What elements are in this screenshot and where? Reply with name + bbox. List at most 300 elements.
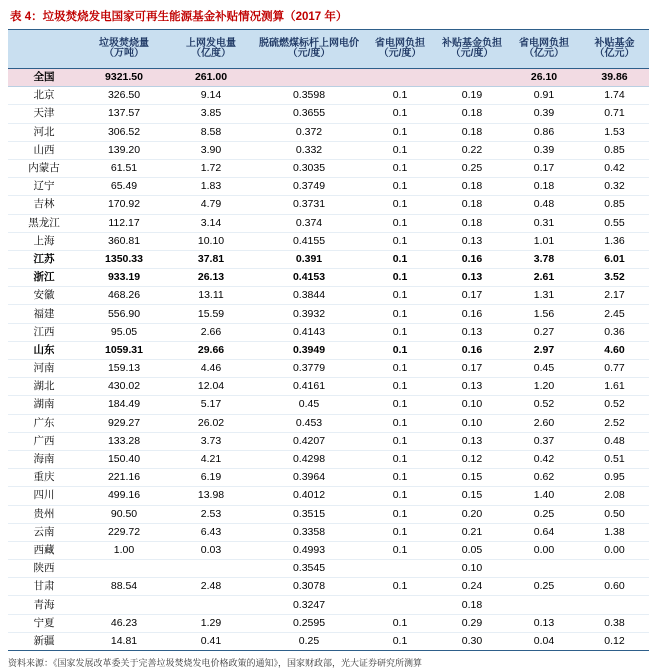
table-cell: 0.00 [508, 541, 580, 559]
row-label: 宁夏 [8, 614, 80, 632]
table-cell: 0.21 [436, 523, 508, 541]
table-cell: 0.25 [508, 505, 580, 523]
row-label: 安徽 [8, 287, 80, 305]
table-cell: 12.04 [168, 378, 254, 396]
table-cell: 0.1 [364, 269, 436, 287]
table-cell: 1.20 [508, 378, 580, 396]
table-cell: 0.1 [364, 632, 436, 650]
table-row [8, 305, 649, 323]
table-cell: 4.60 [580, 341, 649, 359]
table-cell: 5.17 [168, 396, 254, 414]
table-cell: 1.56 [508, 305, 580, 323]
table-cell: 4.46 [168, 360, 254, 378]
table-cell: 15.59 [168, 305, 254, 323]
table-cell: 133.28 [80, 432, 168, 450]
table-cell: 0.10 [436, 414, 508, 432]
table-cell: 2.66 [168, 323, 254, 341]
table-cell: 0.4012 [254, 487, 364, 505]
table-row [8, 523, 649, 541]
column-header-grid-burden-total: 省电网负担 （亿元） [508, 30, 580, 69]
row-label: 江西 [8, 323, 80, 341]
table-cell: 0.85 [580, 196, 649, 214]
table-cell: 0.1 [364, 487, 436, 505]
table-cell: 0.51 [580, 450, 649, 468]
table-cell: 26.10 [508, 69, 580, 87]
table-cell [168, 596, 254, 614]
row-label: 山东 [8, 341, 80, 359]
table-cell: 0.19 [436, 87, 508, 105]
table-cell: 0.3655 [254, 105, 364, 123]
table-cell: 0.1 [364, 414, 436, 432]
table-cell: 0.60 [580, 578, 649, 596]
table-cell: 0.372 [254, 123, 364, 141]
table-cell: 0.1 [364, 614, 436, 632]
table-cell: 112.17 [80, 214, 168, 232]
table-cell: 0.85 [580, 141, 649, 159]
table-cell: 0.64 [508, 523, 580, 541]
table-cell: 0.391 [254, 250, 364, 268]
table-cell: 929.27 [80, 414, 168, 432]
table-cell: 0.1 [364, 432, 436, 450]
table-cell: 0.1 [364, 178, 436, 196]
table-row [8, 487, 649, 505]
table-header-row [8, 30, 649, 69]
table-row [8, 105, 649, 123]
table-cell: 0.4155 [254, 232, 364, 250]
row-label: 山西 [8, 141, 80, 159]
table-row [8, 323, 649, 341]
table-cell: 4.79 [168, 196, 254, 214]
table-row [8, 578, 649, 596]
column-header-region [8, 30, 80, 69]
table-cell: 0.1 [364, 305, 436, 323]
table-cell: 0.52 [508, 396, 580, 414]
table-cell: 0.16 [436, 305, 508, 323]
table-row [8, 196, 649, 214]
subsidy-table [8, 29, 649, 651]
row-label: 天津 [8, 105, 80, 123]
row-label: 黑龙江 [8, 214, 80, 232]
table-cell: 2.45 [580, 305, 649, 323]
table-cell: 3.14 [168, 214, 254, 232]
table-cell: 326.50 [80, 87, 168, 105]
table-cell: 2.48 [168, 578, 254, 596]
table-cell: 90.50 [80, 505, 168, 523]
table-cell: 0.36 [580, 323, 649, 341]
table-cell: 0.10 [436, 560, 508, 578]
table-cell: 0.42 [508, 450, 580, 468]
table-cell: 6.19 [168, 469, 254, 487]
table-cell: 0.52 [580, 396, 649, 414]
table-cell: 0.4298 [254, 450, 364, 468]
row-label: 广西 [8, 432, 80, 450]
table-cell [364, 596, 436, 614]
table-cell: 0.22 [436, 141, 508, 159]
table-cell: 2.08 [580, 487, 649, 505]
table-cell: 0.4207 [254, 432, 364, 450]
table-row [8, 123, 649, 141]
table-cell: 0.17 [508, 159, 580, 177]
table-cell: 0.13 [436, 269, 508, 287]
table-cell: 0.2595 [254, 614, 364, 632]
row-label: 上海 [8, 232, 80, 250]
table-cell: 0.18 [436, 123, 508, 141]
table-cell: 0.3247 [254, 596, 364, 614]
table-cell: 1.01 [508, 232, 580, 250]
table-cell: 3.52 [580, 269, 649, 287]
table-cell [364, 69, 436, 87]
table-cell: 9.14 [168, 87, 254, 105]
table-body [8, 69, 649, 651]
table-cell: 159.13 [80, 360, 168, 378]
table-cell: 0.25 [508, 578, 580, 596]
table-cell: 3.90 [168, 141, 254, 159]
table-cell [508, 560, 580, 578]
table-cell: 0.27 [508, 323, 580, 341]
table-cell: 0.13 [436, 378, 508, 396]
table-cell: 0.1 [364, 123, 436, 141]
table-cell: 0.3358 [254, 523, 364, 541]
table-cell: 4.21 [168, 450, 254, 468]
table-cell: 0.1 [364, 250, 436, 268]
table-cell: 430.02 [80, 378, 168, 396]
row-label: 吉林 [8, 196, 80, 214]
table-row [8, 250, 649, 268]
table-cell: 139.20 [80, 141, 168, 159]
table-cell: 0.1 [364, 323, 436, 341]
table-cell: 1.38 [580, 523, 649, 541]
table-cell: 0.3598 [254, 87, 364, 105]
figure-title: 表 4：垃圾焚烧发电国家可再生能源基金补贴情况测算（2017 年） [10, 11, 348, 23]
table-cell: 0.1 [364, 360, 436, 378]
table-cell [80, 596, 168, 614]
table-cell: 0.1 [364, 214, 436, 232]
table-cell: 0.3932 [254, 305, 364, 323]
table-row [8, 469, 649, 487]
table-cell: 29.66 [168, 341, 254, 359]
table-cell: 0.17 [436, 360, 508, 378]
table-cell: 1.40 [508, 487, 580, 505]
column-header-waste-volume: 垃圾焚烧量 （万吨） [80, 30, 168, 69]
table-cell: 0.77 [580, 360, 649, 378]
table-cell: 0.12 [436, 450, 508, 468]
table-row [8, 214, 649, 232]
table-cell: 0.3844 [254, 287, 364, 305]
table-cell: 0.4161 [254, 378, 364, 396]
table-cell: 0.12 [580, 632, 649, 650]
row-label: 湖北 [8, 378, 80, 396]
table-row [8, 341, 649, 359]
table-cell: 0.18 [436, 196, 508, 214]
table-cell: 13.98 [168, 487, 254, 505]
table-cell: 2.97 [508, 341, 580, 359]
table-row [8, 450, 649, 468]
table-cell: 2.60 [508, 414, 580, 432]
table-cell: 0.38 [580, 614, 649, 632]
column-header-fund-total: 补贴基金 （亿元） [580, 30, 649, 69]
table-cell: 0.1 [364, 578, 436, 596]
table-row [8, 269, 649, 287]
table-cell: 0.18 [436, 105, 508, 123]
table-row [8, 287, 649, 305]
table-cell: 0.31 [508, 214, 580, 232]
row-label: 陕西 [8, 560, 80, 578]
row-label: 内蒙古 [8, 159, 80, 177]
table-cell: 0.1 [364, 287, 436, 305]
table-cell: 95.05 [80, 323, 168, 341]
table-cell: 61.51 [80, 159, 168, 177]
table-cell: 0.3035 [254, 159, 364, 177]
table-cell: 0.3078 [254, 578, 364, 596]
table-cell: 0.20 [436, 505, 508, 523]
table-cell: 6.01 [580, 250, 649, 268]
table-row [8, 178, 649, 196]
table-cell: 0.3515 [254, 505, 364, 523]
table-cell: 0.1 [364, 105, 436, 123]
table-cell: 360.81 [80, 232, 168, 250]
table-row [8, 378, 649, 396]
table-cell: 1.00 [80, 541, 168, 559]
table-cell: 0.18 [436, 214, 508, 232]
row-label: 河北 [8, 123, 80, 141]
table-row [8, 396, 649, 414]
table-cell: 0.37 [508, 432, 580, 450]
table-cell: 6.43 [168, 523, 254, 541]
row-label: 甘肃 [8, 578, 80, 596]
table-cell: 0.17 [436, 287, 508, 305]
table-cell: 0.4153 [254, 269, 364, 287]
table-cell: 0.50 [580, 505, 649, 523]
table-cell: 0.1 [364, 396, 436, 414]
table-row [8, 614, 649, 632]
table-cell: 468.26 [80, 287, 168, 305]
table-cell: 0.1 [364, 450, 436, 468]
table-cell [168, 560, 254, 578]
table-cell: 0.1 [364, 141, 436, 159]
table-cell: 1.74 [580, 87, 649, 105]
column-header-grid-power: 上网发电量 （亿度） [168, 30, 254, 69]
table-cell: 933.19 [80, 269, 168, 287]
table-cell: 2.52 [580, 414, 649, 432]
table-row [8, 159, 649, 177]
table-cell: 0.4143 [254, 323, 364, 341]
table-cell: 0.13 [436, 432, 508, 450]
table-row [8, 505, 649, 523]
table-cell: 0.4993 [254, 541, 364, 559]
table-cell: 0.453 [254, 414, 364, 432]
row-label: 青海 [8, 596, 80, 614]
table-cell [254, 69, 364, 87]
table-cell [580, 596, 649, 614]
table-cell [436, 69, 508, 87]
table-cell: 0.1 [364, 232, 436, 250]
table-row [8, 414, 649, 432]
table-cell: 556.90 [80, 305, 168, 323]
table-cell: 0.3545 [254, 560, 364, 578]
table-cell: 10.10 [168, 232, 254, 250]
column-header-grid-burden-unit: 省电网负担 （元/度） [364, 30, 436, 69]
table-cell: 0.16 [436, 341, 508, 359]
table-row [8, 596, 649, 614]
row-label: 北京 [8, 87, 80, 105]
table-cell [580, 560, 649, 578]
table-cell: 0.86 [508, 123, 580, 141]
table-cell: 0.1 [364, 196, 436, 214]
table-row [8, 69, 649, 87]
table-cell: 0.39 [508, 105, 580, 123]
table-cell: 0.3964 [254, 469, 364, 487]
table-cell: 3.73 [168, 432, 254, 450]
table-cell: 0.03 [168, 541, 254, 559]
table-cell [364, 560, 436, 578]
table-cell: 184.49 [80, 396, 168, 414]
table-cell: 0.45 [508, 360, 580, 378]
row-label: 辽宁 [8, 178, 80, 196]
column-header-benchmark-price: 脱硫燃煤标杆上网电价 （元/度） [254, 30, 364, 69]
table-cell: 0.15 [436, 469, 508, 487]
table-cell: 137.57 [80, 105, 168, 123]
row-label: 云南 [8, 523, 80, 541]
table-cell: 499.16 [80, 487, 168, 505]
table-cell: 1.53 [580, 123, 649, 141]
table-cell: 3.85 [168, 105, 254, 123]
table-cell: 0.18 [436, 596, 508, 614]
table-cell: 0.24 [436, 578, 508, 596]
table-cell: 0.05 [436, 541, 508, 559]
table-cell: 0.13 [436, 232, 508, 250]
table-cell: 0.16 [436, 250, 508, 268]
table-cell: 88.54 [80, 578, 168, 596]
row-label: 全国 [8, 69, 80, 87]
row-label: 西藏 [8, 541, 80, 559]
table-cell: 13.11 [168, 287, 254, 305]
table-cell: 0.95 [580, 469, 649, 487]
table-cell: 0.15 [436, 487, 508, 505]
table-cell: 0.04 [508, 632, 580, 650]
table-row [8, 232, 649, 250]
table-cell: 0.62 [508, 469, 580, 487]
table-cell: 0.13 [436, 323, 508, 341]
table-cell: 1.61 [580, 378, 649, 396]
table-cell: 0.1 [364, 87, 436, 105]
table-row [8, 360, 649, 378]
table-cell: 0.32 [580, 178, 649, 196]
table-cell: 0.39 [508, 141, 580, 159]
source-note: 资料来源：《国家发展改革委关于完善垃圾焚烧发电价格政策的通知》，国家财政部，光大证券研究所测算 [8, 658, 423, 668]
table-cell: 0.1 [364, 469, 436, 487]
table-row [8, 632, 649, 650]
table-cell: 39.86 [580, 69, 649, 87]
table-cell: 0.41 [168, 632, 254, 650]
table-cell: 0.25 [436, 159, 508, 177]
table-cell: 9321.50 [80, 69, 168, 87]
table-cell: 0.45 [254, 396, 364, 414]
table-cell: 0.42 [580, 159, 649, 177]
table-row [8, 432, 649, 450]
table-cell [80, 560, 168, 578]
table-cell: 1.36 [580, 232, 649, 250]
table-cell: 0.1 [364, 159, 436, 177]
table-cell: 1.31 [508, 287, 580, 305]
table-cell: 0.48 [580, 432, 649, 450]
table-cell: 0.3949 [254, 341, 364, 359]
row-label: 浙江 [8, 269, 80, 287]
table-cell: 0.332 [254, 141, 364, 159]
row-label: 福建 [8, 305, 80, 323]
row-label: 广东 [8, 414, 80, 432]
table-cell: 0.71 [580, 105, 649, 123]
table-cell: 0.3749 [254, 178, 364, 196]
row-label: 四川 [8, 487, 80, 505]
row-label: 重庆 [8, 469, 80, 487]
row-label: 贵州 [8, 505, 80, 523]
table-cell: 37.81 [168, 250, 254, 268]
table-cell: 2.17 [580, 287, 649, 305]
table-cell: 0.1 [364, 523, 436, 541]
table-cell: 2.61 [508, 269, 580, 287]
column-header-fund-burden-unit: 补贴基金负担 （元/度） [436, 30, 508, 69]
table-cell: 0.374 [254, 214, 364, 232]
table-cell: 0.00 [580, 541, 649, 559]
row-label: 河南 [8, 360, 80, 378]
table-cell [508, 596, 580, 614]
table-cell: 150.40 [80, 450, 168, 468]
table-cell: 0.55 [580, 214, 649, 232]
table-cell: 26.02 [168, 414, 254, 432]
table-row [8, 560, 649, 578]
table-cell: 2.53 [168, 505, 254, 523]
row-label: 江苏 [8, 250, 80, 268]
table-cell: 14.81 [80, 632, 168, 650]
row-label: 湖南 [8, 396, 80, 414]
table-cell: 0.29 [436, 614, 508, 632]
table-cell: 0.18 [508, 178, 580, 196]
table-row [8, 541, 649, 559]
table-cell: 0.18 [436, 178, 508, 196]
table-cell: 46.23 [80, 614, 168, 632]
table-row [8, 87, 649, 105]
row-label: 海南 [8, 450, 80, 468]
table-cell: 0.48 [508, 196, 580, 214]
table-cell: 3.78 [508, 250, 580, 268]
table-cell: 1.83 [168, 178, 254, 196]
table-cell: 0.91 [508, 87, 580, 105]
table-cell: 8.58 [168, 123, 254, 141]
table-cell: 65.49 [80, 178, 168, 196]
table-cell: 0.1 [364, 541, 436, 559]
table-cell: 1.29 [168, 614, 254, 632]
table-cell: 0.3731 [254, 196, 364, 214]
table-cell: 1350.33 [80, 250, 168, 268]
table-cell: 0.10 [436, 396, 508, 414]
table-cell: 0.13 [508, 614, 580, 632]
table-cell: 0.1 [364, 505, 436, 523]
table-cell: 0.25 [254, 632, 364, 650]
table-cell: 0.3779 [254, 360, 364, 378]
table-cell: 1.72 [168, 159, 254, 177]
table-cell: 261.00 [168, 69, 254, 87]
table-cell: 0.1 [364, 341, 436, 359]
table-row [8, 141, 649, 159]
table-cell: 0.30 [436, 632, 508, 650]
table-cell: 170.92 [80, 196, 168, 214]
table-cell: 306.52 [80, 123, 168, 141]
table-cell: 26.13 [168, 269, 254, 287]
row-label: 新疆 [8, 632, 80, 650]
table-header [8, 30, 649, 69]
table-cell: 221.16 [80, 469, 168, 487]
table-cell: 0.1 [364, 378, 436, 396]
